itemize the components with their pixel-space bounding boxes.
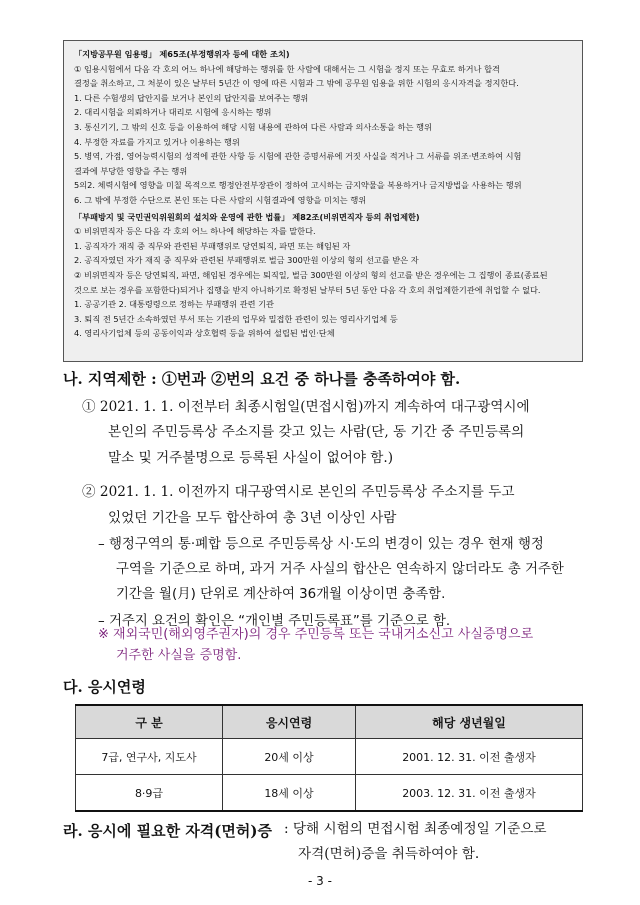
region-item-1-line3: 말소 및 거주불명으로 등록된 사실이 없어야 함.) [108, 450, 394, 466]
law-line: 1. 공공기관 2. 대통령령으로 정하는 부패행위 관련 기관 [74, 299, 274, 310]
table-cell: 20세 이상 [223, 739, 356, 775]
table-row [76, 775, 583, 812]
table-cell: 18세 이상 [223, 775, 356, 812]
law-line: 결정을 취소하고, 그 처분이 있은 날부터 5년간 이 영에 따른 시험과 그 밖에 공무원 임용을 위한 시험의 응시자격을 정지한다. [74, 78, 519, 89]
age-table [75, 704, 583, 812]
law-excerpt-box [63, 40, 583, 362]
page-number: - 3 - [308, 874, 332, 888]
table-header: 응시연령 [223, 705, 356, 739]
section-ra-text-1: : 당해 시험의 면접시험 최종예정일 기준으로 [284, 821, 547, 837]
overseas-note-line2: 거주한 사실을 증명함. [116, 648, 242, 663]
law-line: 5의2. 체력시험에 영향을 미칠 목적으로 행정안전부장관이 정하여 고시하는 금지약물을 복용하거나 금지방법을 사용하는 행위 [74, 180, 522, 191]
law-line: ① 비위면직자 등은 다음 각 호의 어느 하나에 해당하는 자를 말한다. [74, 226, 316, 237]
region-item-1-line2: 본인의 주민등록상 주소지를 갖고 있는 사람(단, 동 기간 중 주민등록의 [108, 424, 525, 440]
region-sub-1-line3: 기간을 월(月) 단위로 계산하여 36개월 이상이면 충족함. [116, 587, 446, 602]
table-cell: 8·9급 [76, 775, 223, 812]
region-item-2-line2: 있었던 기간을 모두 합산하여 총 3년 이상인 사람 [108, 510, 397, 526]
table-header-row [76, 705, 583, 739]
law-line: 것으로 보는 경우를 포함한다)되거나 집행을 받지 아니하기로 확정된 날부터 5년 동안 다음 각 호의 취업제한기관에 취업할 수 없다. [74, 284, 541, 295]
law-line: 1. 공직자가 재직 중 직무와 관련된 부패행위로 당연퇴직, 파면 또는 해임된 자 [74, 240, 351, 251]
law-line: 6. 그 밖에 부정한 수단으로 본인 또는 다른 사람의 시험결과에 영향을 미치는 행위 [74, 194, 367, 205]
law-title-2: 「부패방지 및 국민권익위원회의 설치와 운영에 관한 법률」 제82조(비위면직자 등의 취업제한) [74, 211, 420, 222]
table-row [76, 739, 583, 775]
table-cell: 2003. 12. 31. 이전 출생자 [356, 775, 583, 812]
section-da-heading: 다. 응시연령 [63, 678, 146, 696]
section-na-heading: 나. 지역제한 : ①번과 ②번의 요건 중 하나를 충족하여야 함. [63, 370, 461, 388]
law-line: 결과에 부당한 영향을 주는 행위 [74, 165, 188, 176]
law-line: 4. 부정한 자료를 가지고 있거나 이용하는 행위 [74, 136, 240, 147]
region-sub-1-line2: 구역을 기준으로 하며, 과거 거주 사실의 합산은 연속하지 않더라도 총 거주한 [116, 562, 564, 577]
law-line: ② 비위면직자 등은 당연퇴직, 파면, 해임된 경우에는 퇴직일, 벌금 300만원 이상의 형의 선고를 받은 경우에는 그 집행이 종료(종료된 [74, 269, 548, 280]
law-title-1: 「지방공무원 임용령」 제65조(부정행위자 등에 대한 조치) [74, 49, 290, 59]
law-line: 3. 퇴직 전 5년간 소속하였던 부서 또는 기관의 업무와 밀접한 관련이 있는 영리사기업체 등 [74, 313, 398, 324]
table-cell: 2001. 12. 31. 이전 출생자 [356, 739, 583, 775]
section-ra-text-2: 자격(면허)증을 취득하여야 함. [298, 846, 480, 862]
region-sub-2: – 거주지 요건의 확인은 “개인별 주민등록표”를 기준으로 함. [98, 614, 451, 629]
law-line: ① 임용시험에서 다음 각 호의 어느 하나에 해당하는 행위를 한 사람에 대해서는 그 시험을 정지 또는 무효로 하거나 합격 [74, 63, 500, 74]
region-item-2-line1: ② 2021. 1. 1. 이전까지 대구광역시로 본인의 주민등록상 주소지를 두고 [82, 484, 515, 500]
overseas-note-line1: ※ 재외국민(해외영주권자)의 경우 주민등록 또는 국내거소신고 사실증명으로 [98, 627, 534, 642]
law-line: 4. 영리사기업체 등의 공동이익과 상호협력 등을 위하여 설립된 법인·단체 [74, 328, 335, 339]
law-line: 1. 다른 수험생의 답안지를 보거나 본인의 답안지를 보여주는 행위 [74, 92, 309, 103]
section-ra-heading: 라. 응시에 필요한 자격(면허)증 [63, 822, 272, 840]
law-line: 5. 병역, 가점, 영어능력시험의 성적에 관한 사항 등 시험에 관한 증명서류에 거짓 사실을 적거나 그 서류를 위조·변조하여 시험 [74, 151, 522, 162]
table-header: 구 분 [76, 705, 223, 739]
law-line: 2. 대리시험을 의뢰하거나 대리로 시험에 응시하는 행위 [74, 107, 272, 118]
table-header: 해당 생년월일 [356, 705, 583, 739]
region-item-1-line1: ① 2021. 1. 1. 이전부터 최종시험일(면접시험)까지 계속하여 대구광역시에 [82, 399, 530, 415]
law-line: 3. 통신기기, 그 밖의 신호 등을 이용하여 해당 시험 내용에 관하여 다른 사람과 의사소통을 하는 행위 [74, 121, 432, 132]
table-cell: 7급, 연구사, 지도사 [76, 739, 223, 775]
law-line: 2. 공직자였던 자가 재직 중 직무와 관련된 부패행위로 벌금 300만원 이상의 형의 선고를 받은 자 [74, 255, 419, 266]
region-sub-1-line1: – 행정구역의 통·폐합 등으로 주민등록상 시·도의 변경이 있는 경우 현재 행정 [98, 537, 544, 552]
